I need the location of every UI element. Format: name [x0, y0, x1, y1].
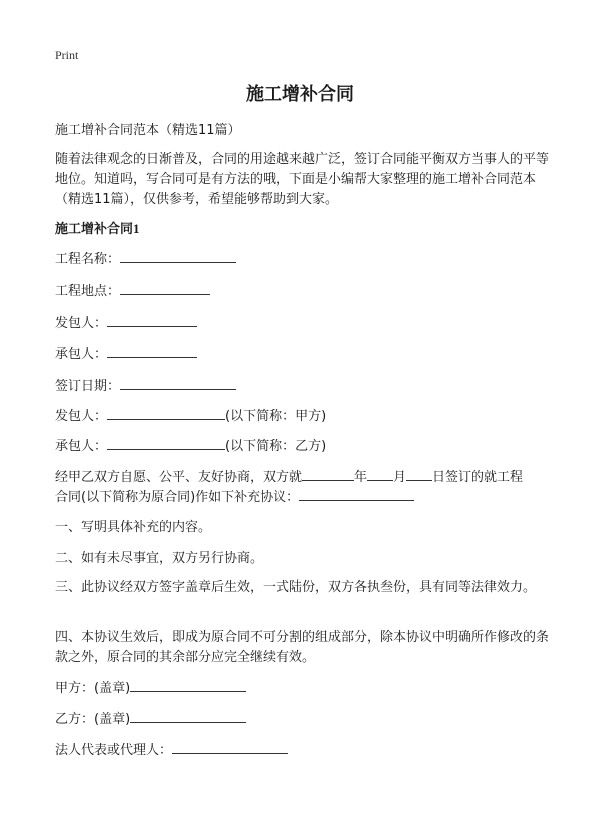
field-sign-date — [55, 376, 236, 396]
field-employer — [55, 313, 197, 333]
field-suffix: (以下简称：甲方) — [225, 409, 327, 424]
agreement-text: 经甲乙双方自愿、公平、友好协商，双方就 — [55, 470, 303, 485]
clause-2: 二、如有未尽事宜，双方另行协商。 — [55, 551, 264, 566]
field-label: 承包人： — [55, 439, 108, 454]
sign-date-blank[interactable] — [120, 376, 236, 390]
clause-1: 一、写明具体补充的内容。 — [55, 520, 212, 535]
project-location-blank[interactable] — [120, 281, 210, 295]
section-title: 施工增补合同1 — [55, 221, 140, 236]
party-a-line — [55, 678, 246, 698]
print-link[interactable]: Print — [55, 48, 79, 62]
field-label: 发包人： — [55, 316, 108, 331]
field-project-location — [55, 281, 210, 301]
field-label: 承包人： — [55, 347, 108, 362]
field-employer-2 — [55, 406, 326, 426]
legal-rep-blank[interactable] — [172, 740, 288, 754]
contractor-blank[interactable] — [107, 344, 197, 358]
agreement-text: 合同(以下简称为原合同)作如下补充协议： — [55, 490, 300, 505]
party-a-label: 甲方：(盖章) — [55, 681, 131, 696]
party-a-blank[interactable] — [130, 678, 246, 692]
legal-rep-label: 法人代表或代理人： — [55, 743, 173, 758]
field-project-name — [55, 249, 236, 269]
field-label: 工程名称： — [55, 252, 121, 267]
employer-2-blank[interactable] — [107, 406, 225, 420]
agreement-month-label: 月 — [393, 470, 407, 485]
project-name-blank[interactable] — [120, 249, 236, 263]
document-subtitle: 施工增补合同范本（精选11篇） — [55, 123, 241, 138]
intro-paragraph: 随着法律观念的日渐普及，合同的用途越来越广泛，签订合同能平衡双方当事人的平等地位。知道吗，写合同可是有方法的哦，下面是小编帮大家整理的施工增补合同范本（精选11篇），仅供参考，希望能够帮助到大家。 — [55, 152, 550, 207]
field-label: 工程地点： — [55, 284, 121, 299]
agreement-day-blank[interactable] — [406, 467, 432, 481]
contractor-2-blank[interactable] — [107, 436, 225, 450]
employer-blank[interactable] — [107, 313, 197, 327]
clause-3: 三、此协议经双方签字盖章后生效，一式陆份，双方各执叁份，具有同等法律效力。 — [55, 580, 537, 595]
party-b-line — [55, 709, 246, 729]
agreement-contract-blank[interactable] — [299, 487, 414, 501]
field-suffix: (以下简称：乙方) — [225, 439, 327, 454]
agreement-year-label: 年 — [354, 470, 368, 485]
agreement-line-2 — [55, 487, 414, 507]
party-b-blank[interactable] — [130, 709, 246, 723]
legal-rep-line — [55, 740, 288, 760]
field-contractor-2 — [55, 436, 326, 456]
agreement-year-blank[interactable] — [302, 467, 354, 481]
agreement-text: 日签订的就工程 — [432, 470, 524, 485]
field-contractor — [55, 344, 197, 364]
party-b-label: 乙方：(盖章) — [55, 712, 131, 727]
field-label: 签订日期： — [55, 379, 121, 394]
agreement-line-1 — [55, 467, 523, 487]
field-label: 发包人： — [55, 409, 108, 424]
agreement-month-blank[interactable] — [367, 467, 393, 481]
clause-4: 四、本协议生效后，即成为原合同不可分割的组成部分，除本协议中明确所作修改的条款之外，原合同的其余部分应完全继续有效。 — [55, 630, 550, 665]
document-title: 施工增补合同 — [246, 84, 354, 105]
